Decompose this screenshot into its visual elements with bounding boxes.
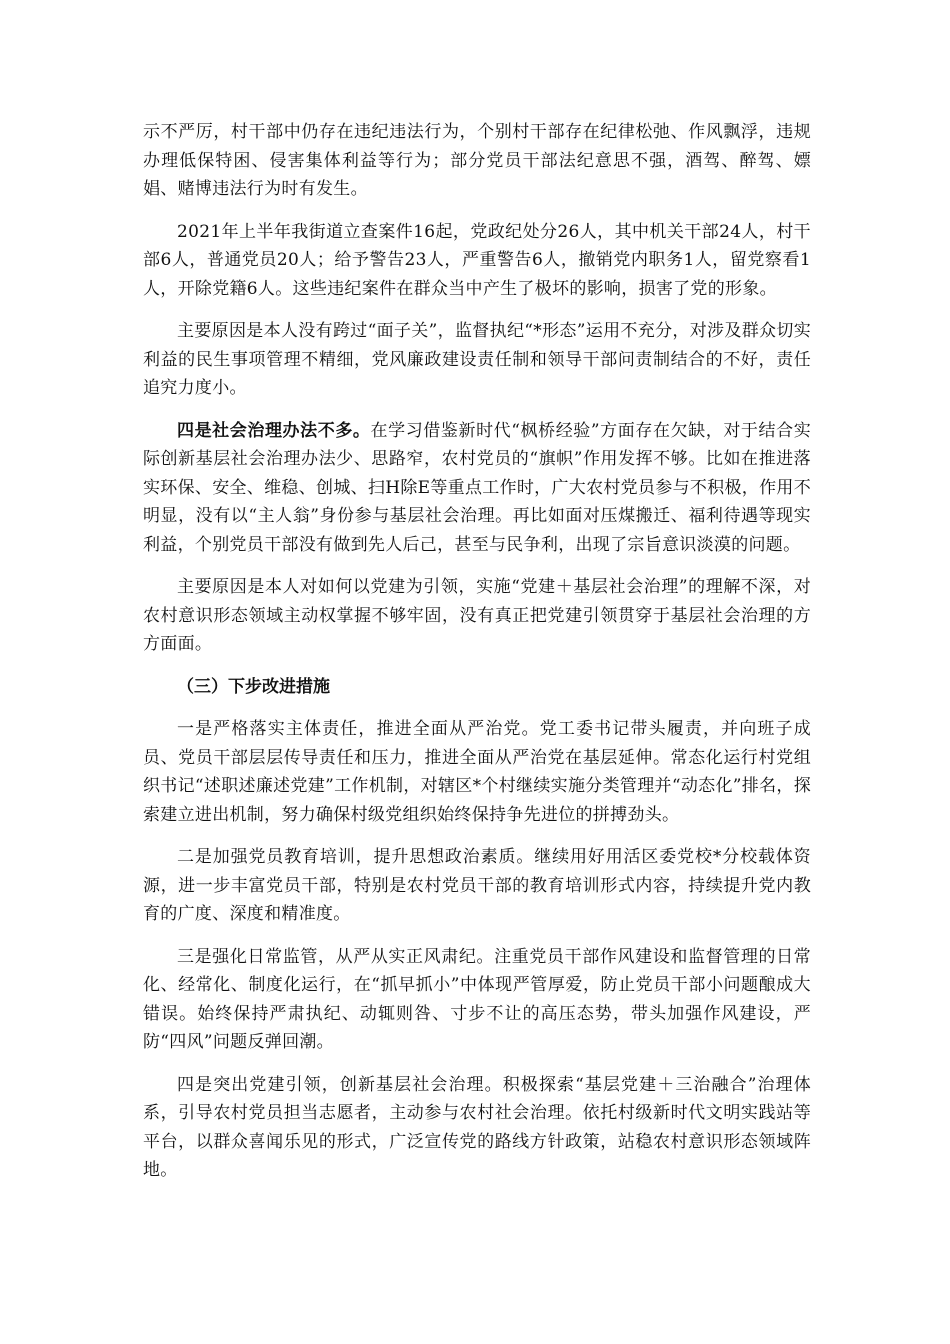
paragraph-body-social-governance: 在学习借鉴新时代“枫桥经验”方面存在欠缺，对于结合实际创新基层社会治理办法少、思路窄，农村党员的“旗帜”作用发挥不够。比如在推进落实环保、安全、维稳、创城、扫H除E等重点工作时，广大农村党员参与不积极，作用不明显，没有以“主人翁”身份参与基层社会治理。再比如面对压煤搬迁、福利待遇等现实利益，个别党员干部没有做到先人后己，甚至与民争利，出现了宗旨意识淡漠的问题。 <box>143 420 811 555</box>
paragraph-cause-supervision: 主要原因是本人没有跨过“面子关”，监督执纪“*形态”运用不充分，对涉及群众切实利益的民生事项管理不精细，党风廉政建设责任制和领导干部问责制结合的不好，责任追究力度小。 <box>143 321 811 398</box>
paragraph-lead-social-governance: 四是社会治理办法不多。 <box>177 420 371 441</box>
paragraph-measure-2: 二是加强党员教育培训，提升思想政治素质。继续用好用活区委党校*分校载体资源，进一步丰富党员干部，特别是农村党员干部的教育培训形式内容，持续提升党内教育的广度、深度和精准度。 <box>143 847 811 924</box>
document-page <box>143 118 811 1199</box>
paragraph-cause-party-building: 主要原因是本人对如何以党建为引领，实施“党建＋基层社会治理”的理解不深，对农村意识形态领域主动权掌握不够牢固，没有真正把党建引领贯穿于基层社会治理的方方面面。 <box>143 577 811 654</box>
paragraph-social-governance <box>143 417 811 560</box>
paragraph-measure-1: 一是严格落实主体责任，推进全面从严治党。党工委书记带头履责，并向班子成员、党员干部层层传导责任和压力，推进全面从严治党在基层延伸。常态化运行村党组织书记“述职述廉述党建”工作机制，对辖区*个村继续实施分类管理并“动态化”排名，探索建立进出机制，努力确保村级党组织始终保持争先进位的拼搏劲头。 <box>143 719 811 825</box>
section-heading-improvement-measures: （三）下步改进措施 <box>177 676 330 697</box>
paragraph-measure-4: 四是突出党建引领，创新基层社会治理。积极探索“基层党建＋三治融合”治理体系，引导农村党员担当志愿者，主动参与农村社会治理。依托村级新时代文明实践站等平台，以群众喜闻乐见的形式，广泛宣传党的路线方针政策，站稳农村意识形态领域阵地。 <box>143 1074 811 1180</box>
paragraph-measure-3: 三是强化日常监管，从严从实正风肃纪。注重党员干部作风建设和监督管理的日常化、经常化、制度化运行，在“抓早抓小”中体现严管厚爱，防止党员干部小问题酿成大错误。始终保持严肃执纪、动辄则咎、寸步不让的高压态势，带头加强作风建设，严防“四风”问题反弹回潮。 <box>143 946 811 1052</box>
paragraph-discipline-issues: 示不严厉，村干部中仍存在违纪违法行为，个别村干部存在纪律松弛、作风飘浮，违规办理低保特困、侵害集体利益等行为；部分党员干部法纪意思不强，酒驾、醉驾、嫖娼、赌博违法行为时有发生。 <box>143 122 811 199</box>
paragraph-case-statistics: 2021年上半年我街道立查案件16起，党政纪处分26人，其中机关干部24人，村干部6人，普通党员20人；给予警告23人，严重警告6人，撤销党内职务1人，留党察看1人，开除党籍6人。这些违纪案件在群众当中产生了极坏的影响，损害了党的形象。 <box>143 221 811 299</box>
